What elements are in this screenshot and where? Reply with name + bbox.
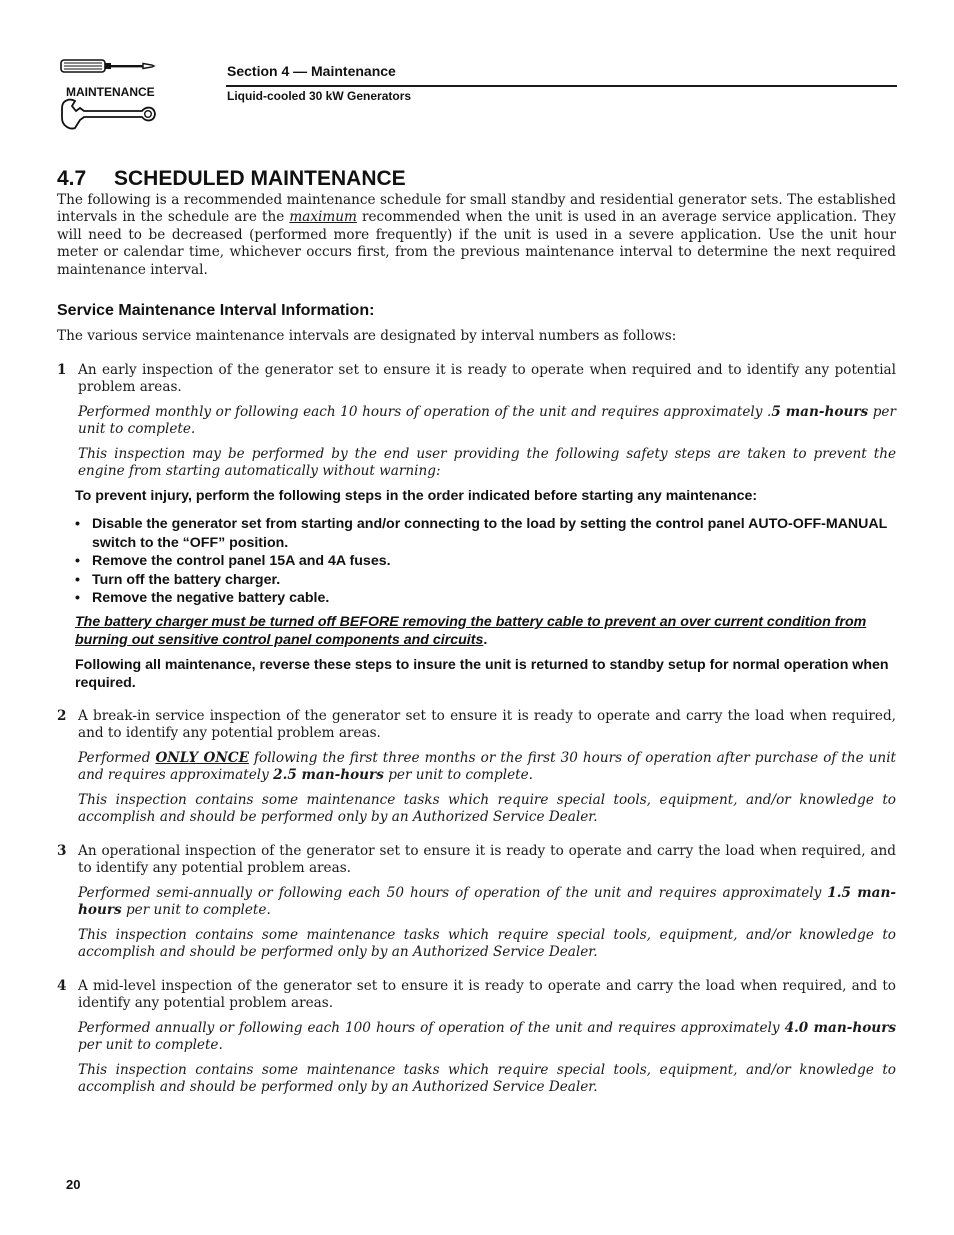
interval-1-note: This inspection may be performed by the end user providing the following safety steps are taken to prevent the engine from starting automatically without warning: bbox=[78, 446, 896, 480]
intro-emphasis: maximum bbox=[289, 209, 357, 226]
logo-label: MAINTENANCE bbox=[66, 85, 155, 99]
injury-warning: To prevent injury, perform the following steps in the order indicated before starting any maintenance: bbox=[75, 488, 758, 504]
interval-3-performed bbox=[78, 885, 896, 920]
perf-text-mid: following the first three months or the first 30 hours of operation after purchase of the unit and requires approximately bbox=[78, 750, 897, 784]
perf-text: Performed monthly or following each 10 hours of operation of the unit and requires approximately . bbox=[78, 404, 772, 420]
list-item: • Remove the negative battery cable. bbox=[75, 590, 330, 607]
charger-note-text: The battery charger must be turned off BEFORE removing the battery cable to prevent an over current condition from burning out sensitive control panel components and circuits bbox=[75, 614, 867, 648]
title-number: 4.7 bbox=[57, 167, 87, 190]
man-hours: 5 man-hours bbox=[771, 404, 869, 420]
battery-charger-note bbox=[75, 614, 897, 649]
following-maintenance-note: Following all maintenance, reverse these steps to insure the unit is returned to standby setup for normal operation when required. bbox=[75, 657, 889, 691]
list-item: • Remove the control panel 15A and 4A fuses. bbox=[75, 553, 391, 570]
safety-steps-list bbox=[75, 515, 897, 608]
perf-text-end: per unit to complete. bbox=[78, 1037, 223, 1054]
interval-3-description: An operational inspection of the generator set to ensure it is ready to operate and carry the load when required, and to identify any potential problem areas. bbox=[78, 843, 896, 877]
perf-text: Performed bbox=[78, 750, 156, 766]
man-hours: 2.5 man-hours bbox=[273, 767, 384, 784]
only-once: ONLY ONCE bbox=[155, 750, 249, 766]
list-item: • Turn off the battery charger. bbox=[75, 571, 281, 588]
header-divider bbox=[226, 85, 897, 87]
interval-4-performed bbox=[78, 1020, 896, 1055]
perf-text-end: per unit to complete. bbox=[383, 767, 533, 784]
man-hours: 1.5 man-hours bbox=[78, 885, 896, 919]
interval-number-2: 2 bbox=[57, 708, 67, 724]
intro-text-1: The following is a recommended maintenance schedule for small standby and residential generator sets. The established intervals in the schedule are the bbox=[57, 192, 896, 226]
interval-2-description: A break-in service inspection of the generator set to ensure it is ready to operate and carry the load when required, and to identify any potential problem areas. bbox=[78, 708, 896, 742]
list-item-text: Turn off the battery charger. bbox=[92, 571, 281, 588]
interval-4-description: A mid-level inspection of the generator set to ensure it is ready to operate and carry the load when required, and to identify any potential problem areas. bbox=[78, 978, 896, 1012]
perf-text-end: per unit to complete. bbox=[121, 902, 271, 919]
list-item-text: Remove the negative battery cable. bbox=[92, 590, 330, 607]
intro-text-2: recommended when the unit is used in an average service application. They will need to be decreased (performed more frequently) if the unit is used in a severe application. Use the unit hour meter or calendar time, whichever occurs first, from the previous maintenance interval to determine the next required maintenance interval. bbox=[57, 209, 896, 278]
list-item-text: Remove the control panel 15A and 4A fuses. bbox=[92, 553, 391, 570]
service-heading: Service Maintenance Interval Information: bbox=[57, 302, 375, 319]
list-item-text: Disable the generator set from starting and/or connecting to the load by setting the control panel AUTO-OFF-MANUAL switch to the “OFF” position. bbox=[92, 516, 888, 551]
intro-paragraph bbox=[57, 192, 896, 279]
service-intro: The various service maintenance intervals are designated by interval numbers as follows: bbox=[57, 328, 677, 344]
interval-3-note: This inspection contains some maintenance tasks which require special tools, equipment, and/or knowledge to accomplish and should be performed only by an Authorized Service Dealer. bbox=[78, 927, 896, 961]
perf-text-end: per unit to complete. bbox=[78, 404, 896, 438]
interval-number-1: 1 bbox=[57, 362, 67, 378]
interval-number-3: 3 bbox=[57, 843, 67, 859]
charger-note-end: . bbox=[483, 631, 488, 648]
perf-text: Performed annually or following each 100 hours of operation of the unit and requires approximately bbox=[78, 1020, 785, 1036]
interval-1-description: An early inspection of the generator set to ensure it is ready to operate when required and to identify any potential problem areas. bbox=[78, 362, 896, 396]
title-text: SCHEDULED MAINTENANCE bbox=[114, 167, 406, 190]
list-item: • Disable the generator set from starting and/or connecting to the load by setting the control panel AUTO-OFF-MANUAL switch to the “OFF” position. bbox=[75, 516, 888, 551]
interval-number-4: 4 bbox=[57, 978, 67, 994]
interval-1-performed bbox=[78, 404, 896, 439]
interval-2-note: This inspection contains some maintenance tasks which require special tools, equipment, and/or knowledge to accomplish and should be performed only by an Authorized Service Dealer. bbox=[78, 792, 896, 826]
page-number: 20 bbox=[66, 1177, 81, 1192]
interval-4-note: This inspection contains some maintenance tasks which require special tools, equipment, and/or knowledge to accomplish and should be performed only by an Authorized Service Dealer. bbox=[78, 1062, 896, 1096]
man-hours: 4.0 man-hours bbox=[784, 1020, 897, 1036]
section-subtitle: Liquid-cooled 30 kW Generators bbox=[227, 89, 412, 103]
page-title bbox=[57, 167, 406, 191]
section-header: Section 4 — Maintenance bbox=[227, 63, 396, 79]
perf-text: Performed semi-annually or following each 50 hours of operation of the unit and requires approximately bbox=[78, 885, 828, 901]
interval-2-performed bbox=[78, 750, 896, 785]
